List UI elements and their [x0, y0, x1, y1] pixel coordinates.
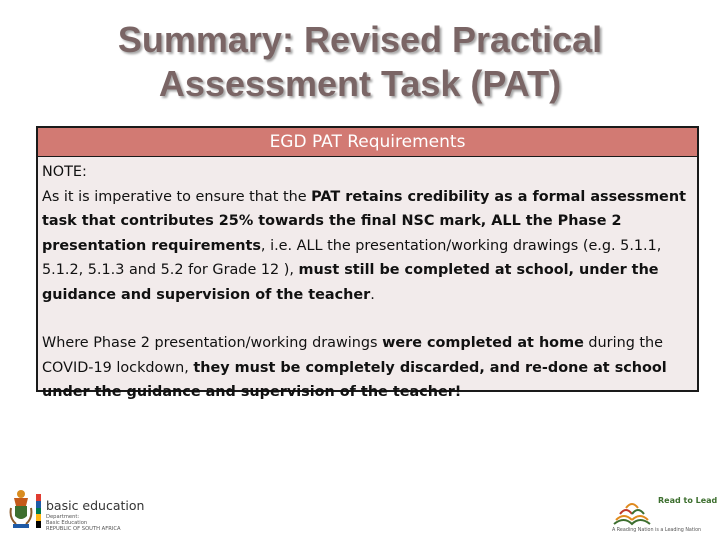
- slide-title-line-2: Assessment Task (PAT): [158, 63, 562, 104]
- open-book-icon: [610, 498, 654, 530]
- p2-bold-1: were completed at home: [382, 335, 584, 351]
- org-line-3: REPUBLIC OF SOUTH AFRICA: [46, 526, 121, 532]
- read-to-lead-tagline: A Reading Nation is a Leading Nation: [612, 528, 702, 533]
- coat-of-arms-icon: [8, 488, 34, 530]
- p1-bold-2: must still be completed at school, under the guidance and supervision of the teacher: [42, 262, 659, 303]
- panel-header: EGD PAT Requirements: [38, 128, 697, 157]
- p1-text-1: As it is imperative to ensure that the: [42, 188, 312, 205]
- note-paragraph-2: [42, 331, 693, 405]
- p1-text-3: .: [370, 286, 375, 303]
- note-label: NOTE:: [42, 164, 87, 180]
- flag-stripe-icon: [36, 494, 41, 528]
- note-paragraph-1: [42, 185, 693, 308]
- paragraph-gap: [42, 307, 693, 331]
- p1-bold-1: PAT retains credibility as a formal assessment task that contributes 25% towards the final NSC mark, ALL the Phase 2 presentation requirements: [42, 188, 686, 254]
- slide-title: [0, 18, 720, 106]
- basic-education-logo: [8, 486, 168, 532]
- p2-bold-2: they must be completely discarded, and re-done at school under the guidance and supervision of the teacher!: [42, 359, 667, 400]
- read-to-lead-name: Read to Lead: [658, 496, 718, 505]
- org-name: basic education: [46, 498, 145, 513]
- org-subtitle: [46, 514, 121, 532]
- p1-text-2: , i.e. ALL the presentation/working drawings (e.g. 5.1.1, 5.1.2, 5.1.3 and 5.2 for Grade 12 ),: [42, 237, 662, 278]
- panel-body: [38, 157, 697, 405]
- p2-text-1: Where Phase 2 presentation/working drawings: [42, 335, 383, 351]
- slide-title-line-1: Summary: Revised Practical: [117, 19, 603, 60]
- requirements-panel: [36, 126, 699, 400]
- org-line-2: Basic Education: [46, 520, 88, 526]
- read-to-lead-logo: [600, 484, 716, 536]
- org-line-1: Department:: [46, 514, 80, 520]
- p2-text-2: during the COVID-19 lockdown,: [42, 335, 664, 376]
